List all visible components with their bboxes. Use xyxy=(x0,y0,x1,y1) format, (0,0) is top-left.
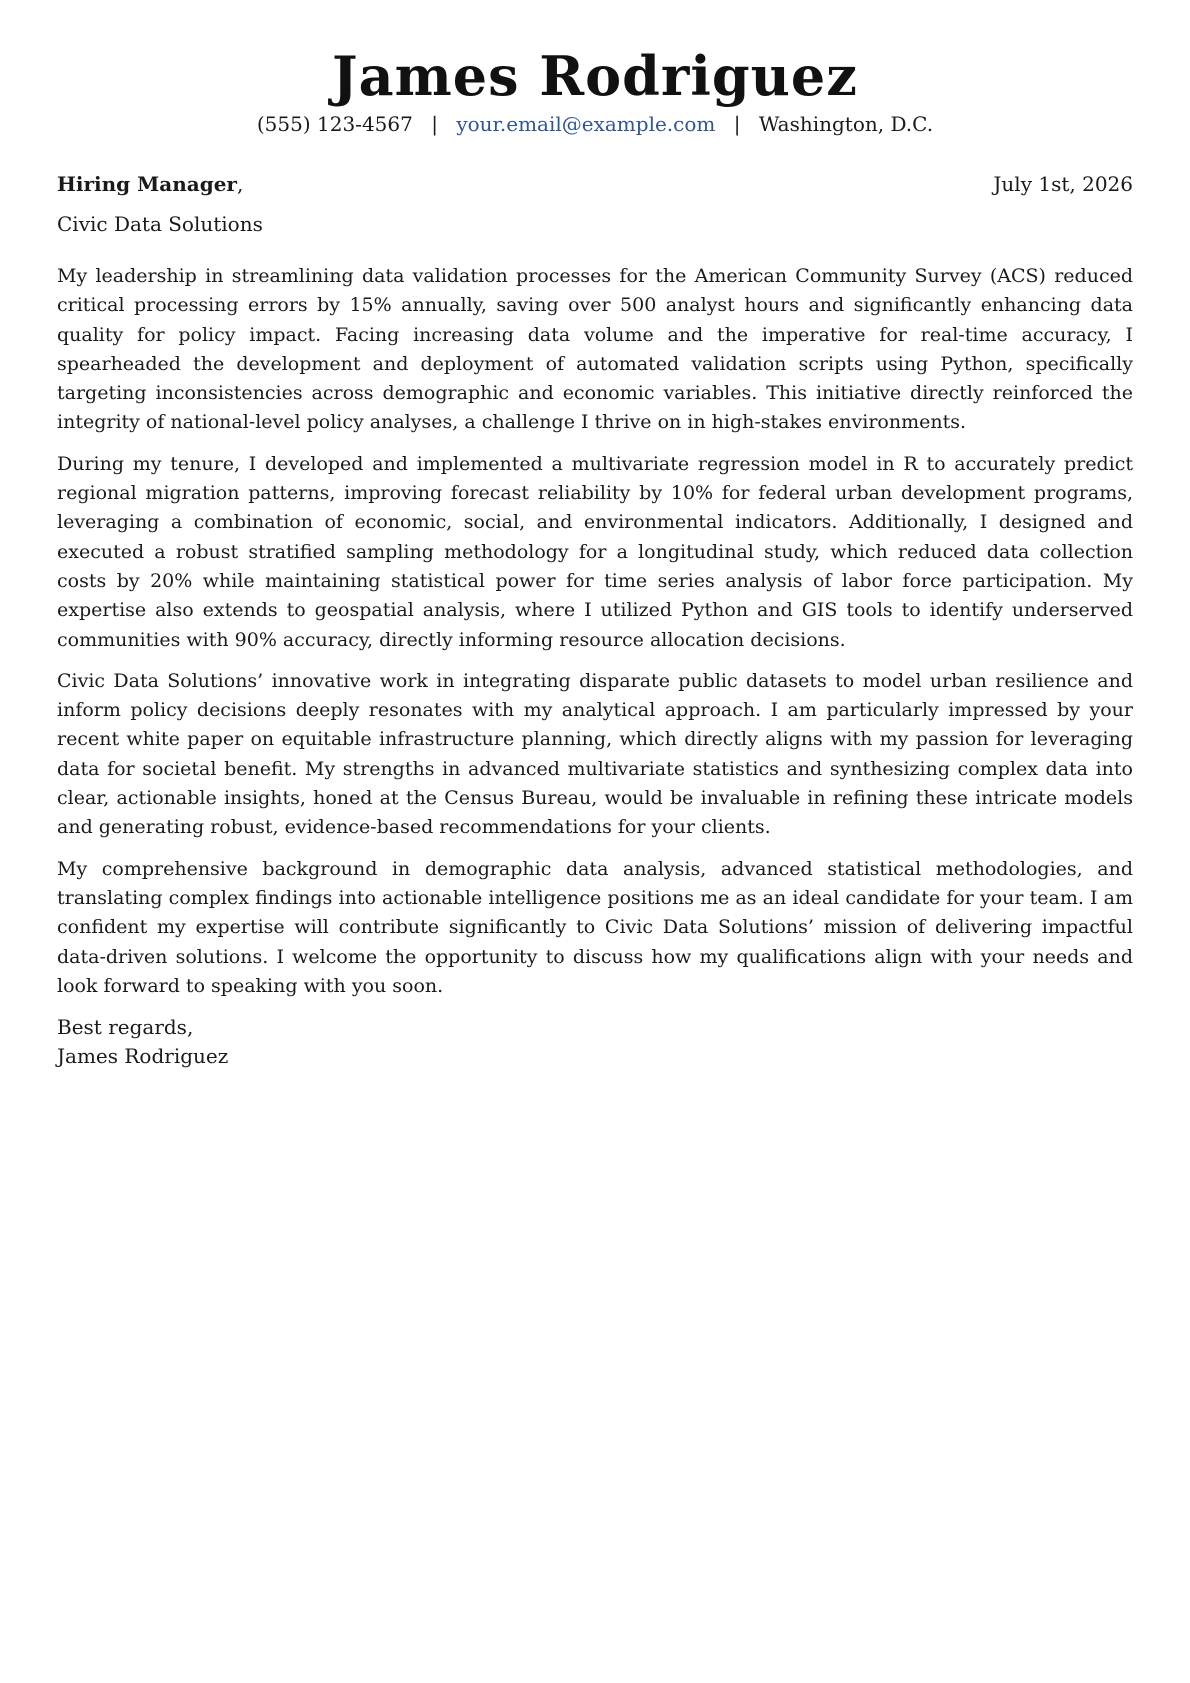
signature-name: James Rodriguez xyxy=(57,1044,229,1069)
recipient-title-suffix: , xyxy=(236,172,244,196)
contact-line xyxy=(57,110,1133,138)
recipient-date-row xyxy=(57,170,1133,198)
phone-number: (555) 123-4567 xyxy=(256,112,413,136)
email-link[interactable]: your.email@example.com xyxy=(456,112,716,136)
body-paragraph: Civic Data Solutions’ innovative work in integrating disparate public datasets to model urban resilience and inform policy decisions deeply resonates with my analytical approach. I am particularly impressed by your recent white paper on equitable infrastructure planning, which directly aligns with my passion for leveraging data for societal benefit. My strengths in advanced multivariate statistics and synthesizing complex data into clear, actionable insights, honed at the Census Bureau, would be invaluable in refining these intricate models and generating robust, evidence-based recommendations for your clients. xyxy=(57,669,1133,839)
applicant-name: James Rodriguez xyxy=(332,44,858,108)
location: Washington, D.C. xyxy=(758,112,934,136)
closing-salutation: Best regards, xyxy=(57,1015,194,1040)
contact-separator: | xyxy=(431,112,438,136)
body-paragraph: During my tenure, I developed and implemented a multivariate regression model in R to accurately predict regional migration patterns, improving forecast reliability by 10% for federal urban development programs, leveraging a combination of economic, social, and environmental indicators. Additionally, I designed and executed a robust stratified sampling methodology for a longitudinal study, which reduced data collection costs by 20% while maintaining statistical power for time series analysis of labor force participation. My expertise also extends to geospatial analysis, where I utilized Python and GIS tools to identify underserved communities with 90% accuracy, directly informing resource allocation decisions. xyxy=(57,452,1133,651)
body-paragraph: My leadership in streamlining data validation processes for the American Community Survey (ACS) reduced critical processing errors by 15% annually, saving over 500 analyst hours and significantly enhancing data quality for policy impact. Facing increasing data volume and the imperative for real-time accuracy, I spearheaded the development and deployment of automated validation scripts using Python, specifically targeting inconsistencies across demographic and economic variables. This initiative directly reinforced the integrity of national-level policy analyses, a challenge I thrive on in high-stakes environments. xyxy=(57,265,1133,434)
contact-separator: | xyxy=(733,112,741,136)
body-paragraph: My comprehensive background in demographic data analysis, advanced statistical methodologies, and translating complex findings into actionable intelligence positions me as an ideal candidate for your team. I am confident my expertise will contribute significantly to Civic Data Solutions’ mission of delivering impactful data-driven solutions. I welcome the opportunity to discuss how my qualifications align with your needs and look forward to speaking with you soon. xyxy=(57,857,1133,997)
recipient-company: Civic Data Solutions xyxy=(57,212,263,236)
cover-letter-page xyxy=(57,0,1133,1071)
letter-body xyxy=(57,262,1133,1001)
closing-block xyxy=(57,1013,1133,1071)
recipient-block xyxy=(57,170,243,198)
recipient-title: Hiring Manager xyxy=(57,172,237,196)
letter-date: July 1st, 2026 xyxy=(993,172,1133,196)
